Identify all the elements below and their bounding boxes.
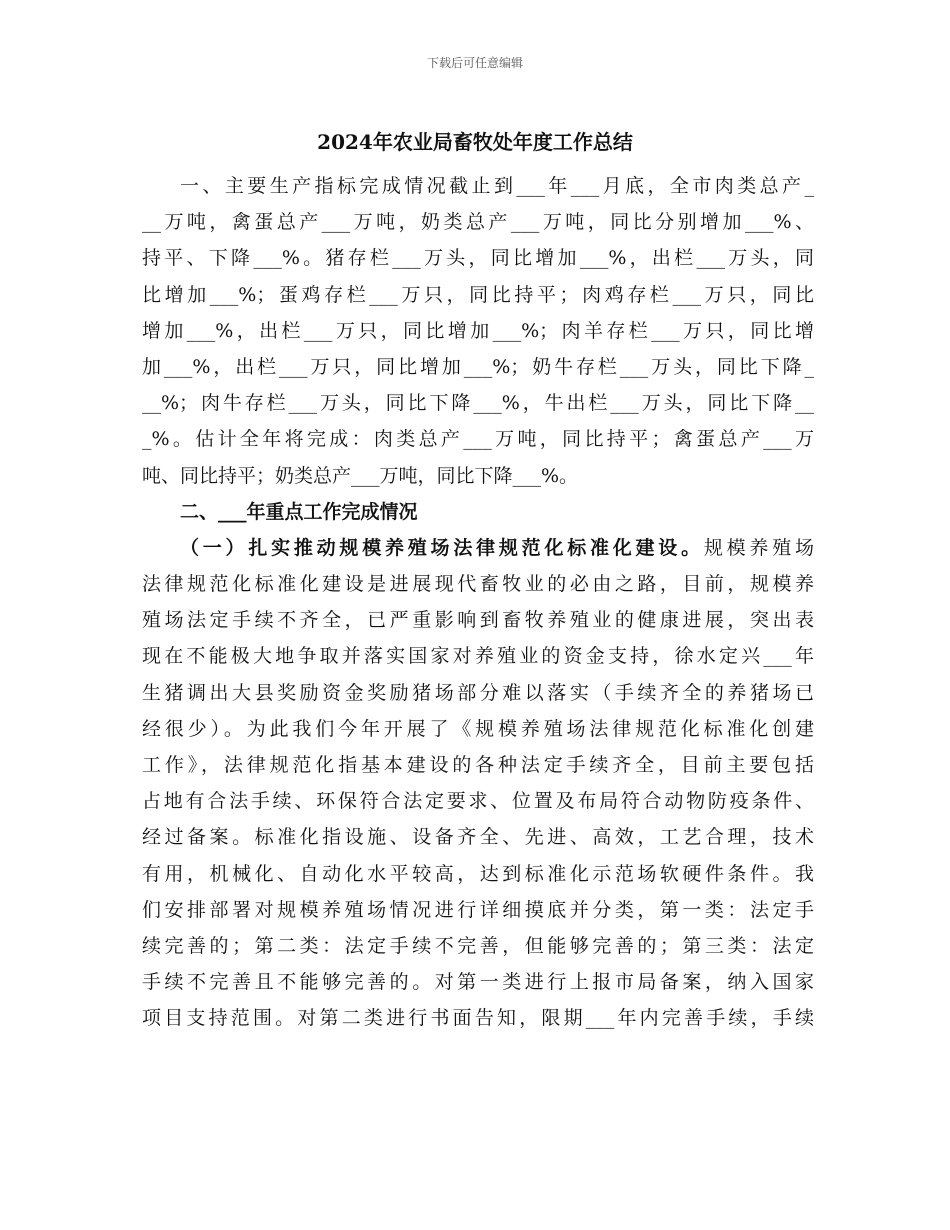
paragraph-line: 加___%，出栏___万只，同比增加___%；奶牛存栏___万头，同比下降_	[142, 355, 814, 378]
subsection-lead: （一）扎实推动规模养殖场法律规范化标准化建设。	[180, 536, 704, 559]
paragraph-line: 现在不能极大地争取并落实国家对养殖业的资金支持，徐水定兴___年	[142, 645, 814, 668]
paragraph-line: 吨、同比持平；奶类总产___万吨，同比下降___%。	[142, 464, 579, 487]
paragraph-line: 比增加___%；蛋鸡存栏___万只，同比持平；肉鸡存栏___万只，同比	[142, 283, 814, 306]
paragraph-line: 持平、下降___%。猪存栏___万头，同比增加___%，出栏___万头，同	[142, 247, 814, 270]
paragraph-line: 法律规范化标准化建设是进展现代畜牧业的必由之路，目前，规模养	[142, 573, 814, 596]
subsection-first-rest: 规模养殖场	[703, 536, 814, 559]
paragraph-line: 们安排部署对规模养殖场情况进行详细摸底并分类，第一类：法定手	[142, 898, 814, 921]
paragraph-line: 殖场法定手续不齐全，已严重影响到畜牧养殖业的健康进展，突出表	[142, 609, 814, 632]
paragraph-line: 项目支持范围。对第二类进行书面告知，限期___年内完善手续，手续	[142, 1007, 814, 1030]
paragraph-line: 一、主要生产指标完成情况截止到___年___月底，全市肉类总产_	[180, 175, 814, 197]
paragraph-line: _%。估计全年将完成：肉类总产___万吨，同比持平；禽蛋总产___万	[142, 428, 814, 451]
paragraph-line: 生猪调出大县奖励资金奖励猪场部分难以落实（手续齐全的养猪场已	[142, 681, 814, 704]
paragraph-line: __万吨，禽蛋总产___万吨，奶类总产___万吨，同比分别增加___%、	[142, 211, 814, 234]
subsection-first-line	[142, 530, 814, 566]
paragraph-line: 有用，机械化、自动化水平较高，达到标准化示范场软硬件条件。我	[142, 862, 814, 885]
paragraph-line: 工作》，法律规范化指基本建设的各种法定手续齐全，目前主要包括	[142, 754, 814, 776]
header-note: 下载后可任意编辑	[426, 56, 523, 70]
paragraph-line: 手续不完善且不能够完善的。对第一类进行上报市局备案，纳入国家	[142, 971, 814, 994]
section-heading: 二、___年重点工作完成情况	[180, 500, 418, 523]
document-title: 2024年农业局畜牧处年度工作总结	[317, 130, 633, 154]
paragraph-line: 经过备案。标准化指设施、设备齐全、先进、高效，工艺合理，技术	[142, 826, 814, 849]
paragraph-line: __%；肉牛存栏___万头，同比下降___%，牛出栏___万头，同比下降__	[142, 392, 814, 415]
paragraph-line: 占地有合法手续、环保符合法定要求、位置及布局符合动物防疫条件、	[142, 790, 814, 813]
paragraph-line: 经很少）。为此我们今年开展了《规模养殖场法律规范化标准化创建	[142, 717, 814, 740]
document-body	[142, 168, 814, 1037]
paragraph-line: 增加___%，出栏___万只，同比增加___%；肉羊存栏___万只，同比增	[142, 319, 814, 342]
paragraph-line: 续完善的；第二类：法定手续不完善，但能够完善的；第三类：法定	[142, 934, 814, 957]
